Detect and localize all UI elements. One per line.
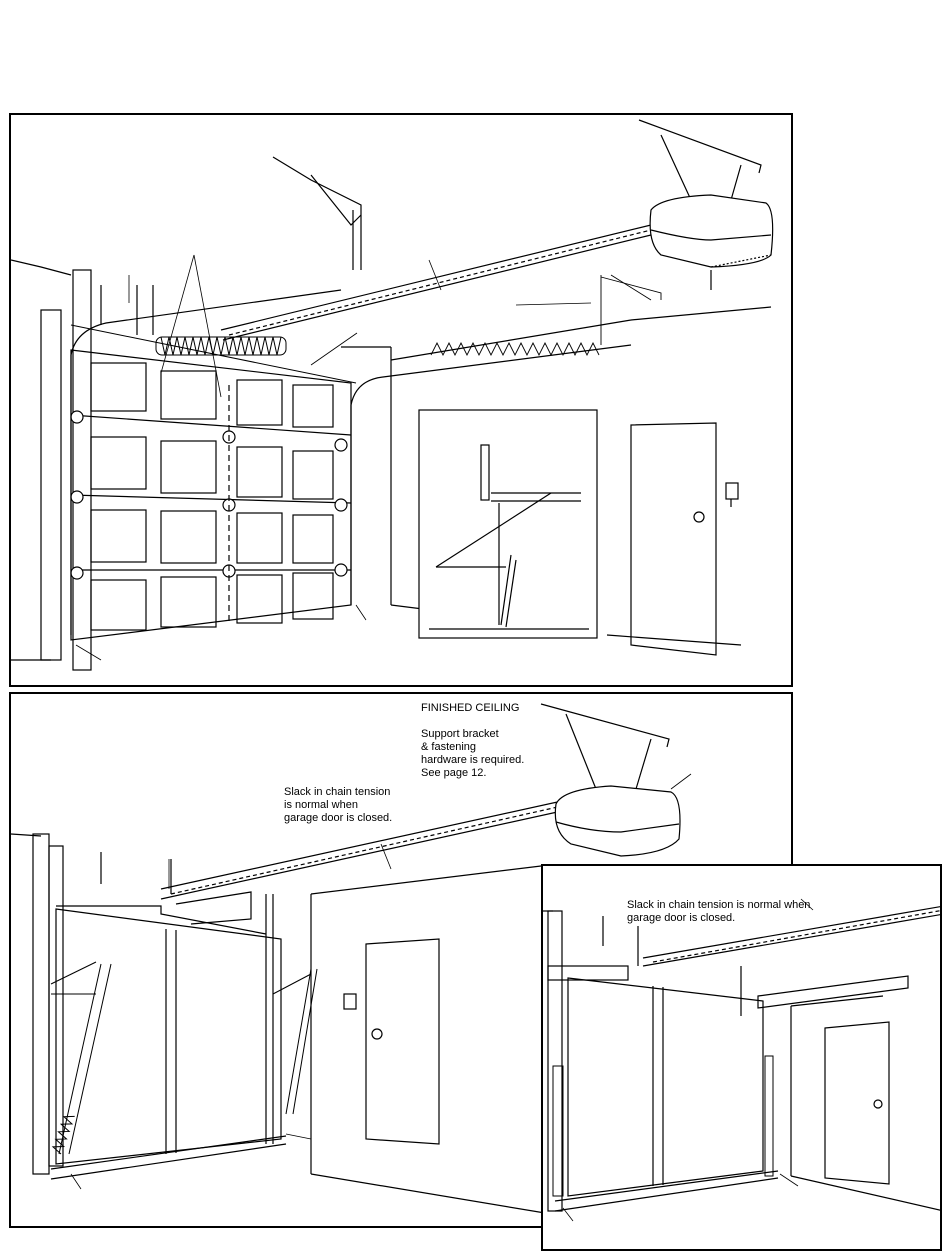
ceiling-bracket [541,704,669,789]
opener-motor-unit [639,120,773,290]
framing-posts [548,911,638,1211]
torsion-spring [71,325,356,383]
extension-spring [431,275,661,355]
chain-slack-note: Slack in chain tension is normal when garage door is closed. [284,786,393,824]
garage-door [568,978,763,1196]
callout-leaders [563,899,813,1221]
interior-door [344,939,439,1144]
side-rails [548,966,908,1008]
garage-door [71,350,351,640]
garage-door [56,909,281,1164]
opener-motor-unit [555,786,680,856]
sectional-door-panel [9,113,793,687]
bottom-rail [555,1171,778,1211]
one-piece-door-inset-panel [541,864,942,1251]
sectional-door-illustration [11,115,793,687]
detail-inset [419,410,597,638]
room-walls [543,911,942,1211]
interior-door [825,1022,889,1184]
ceiling-bracket [273,157,361,270]
finished-ceiling-label: FINISHED CEILING [421,702,520,714]
chain-slack-note: Slack in chain tension is normal when garage door is closed. [627,899,811,924]
support-bracket-note: Support bracket & fastening hardware is required. See page 12. [421,728,525,779]
interior-door [631,423,738,655]
opener-rail [221,225,651,340]
extension-springs [51,962,317,1154]
